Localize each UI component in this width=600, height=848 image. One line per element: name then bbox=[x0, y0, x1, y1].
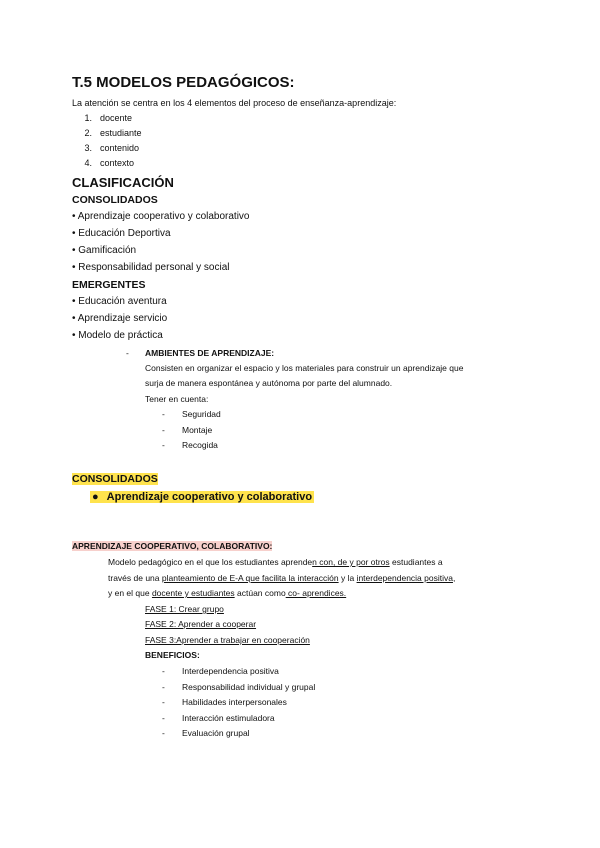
tener-en-cuenta: Tener en cuenta: bbox=[145, 394, 209, 404]
subheading-emergentes: EMERGENTES bbox=[72, 279, 146, 291]
list-item: 2. estudiante bbox=[84, 128, 142, 138]
page-title: T.5 MODELOS PEDAGÓGICOS: bbox=[72, 74, 295, 91]
list-item: • Modelo de práctica bbox=[72, 330, 163, 341]
list-dash: - bbox=[126, 348, 129, 358]
fase-item: FASE 2: Aprender a cooperar bbox=[145, 619, 257, 629]
list-item: - Interdependencia positiva bbox=[162, 666, 279, 676]
list-item: • Educación Deportiva bbox=[72, 228, 171, 239]
highlighted-heading-consolidados: CONSOLIDADOS bbox=[72, 473, 158, 485]
fase-item: FASE 3:Aprender a trabajar en cooperación bbox=[145, 635, 310, 645]
list-item: 3. contenido bbox=[84, 143, 140, 153]
subheading-consolidados: CONSOLIDADOS bbox=[72, 194, 158, 206]
list-item: • Aprendizaje cooperativo y colaborativo bbox=[72, 211, 250, 222]
list-item: 4. contexto bbox=[84, 158, 135, 168]
list-item: • Aprendizaje servicio bbox=[72, 313, 168, 324]
ambientes-title: AMBIENTES DE APRENDIZAJE: bbox=[145, 348, 275, 358]
list-item: - Responsabilidad individual y grupal bbox=[162, 682, 316, 692]
list-item: - Seguridad bbox=[162, 409, 221, 419]
list-item: • Educación aventura bbox=[72, 296, 167, 307]
coop-paragraph-line: través de una planteamiento de E-A que facilita la interacción y la interdependencia positiva, bbox=[108, 573, 456, 583]
list-item: - Interacción estimuladora bbox=[162, 713, 275, 723]
coop-paragraph-line: Modelo pedagógico en el que los estudiantes aprenden con, de y por otros estudiantes a bbox=[108, 557, 443, 567]
beneficios-heading: BENEFICIOS: bbox=[145, 650, 200, 660]
section-heading-clasificacion: CLASIFICACIÓN bbox=[72, 175, 174, 190]
fase-item: FASE 1: Crear grupo bbox=[145, 604, 224, 614]
intro-text: La atención se centra en los 4 elementos del proceso de enseñanza-aprendizaje: bbox=[72, 98, 397, 108]
list-item: • Gamificación bbox=[72, 245, 137, 256]
coop-heading: APRENDIZAJE COOPERATIVO, COLABORATIVO: bbox=[72, 541, 273, 551]
coop-paragraph-line: y en el que docente y estudiantes actúan como co- aprendices. bbox=[108, 588, 347, 598]
list-item: - Montaje bbox=[162, 425, 213, 435]
ambientes-text: Consisten en organizar el espacio y los materiales para construir un aprendizaje que bbox=[145, 363, 464, 373]
list-item: 1. docente bbox=[84, 113, 133, 123]
list-item: - Habilidades interpersonales bbox=[162, 697, 287, 707]
list-item: - Recogida bbox=[162, 440, 218, 450]
ambientes-text: surja de manera espontánea y autónoma por parte del alumnado. bbox=[145, 378, 393, 388]
list-item: - Evaluación grupal bbox=[162, 728, 250, 738]
highlighted-list-item: ● Aprendizaje cooperativo y colaborativo bbox=[92, 491, 313, 503]
list-item: • Responsabilidad personal y social bbox=[72, 262, 230, 273]
